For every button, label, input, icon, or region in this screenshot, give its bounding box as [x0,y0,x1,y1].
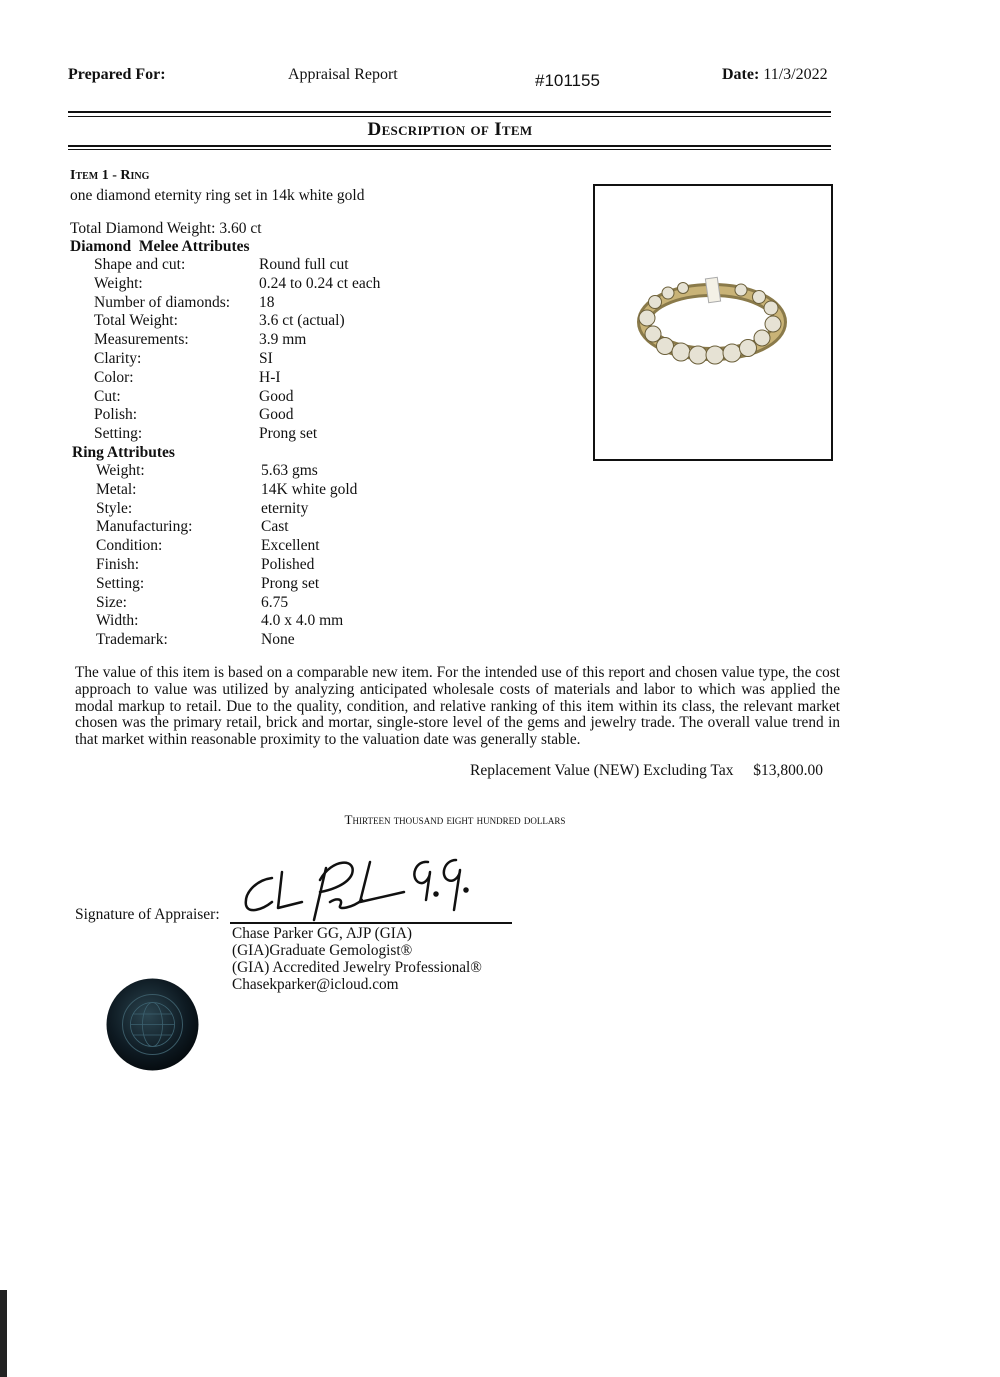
diamond-value: 0.24 to 0.24 ct each [259,274,381,292]
diamond-value: Good [259,406,294,424]
ring-value: Prong set [261,574,320,592]
ring-label: Manufacturing: [96,518,193,536]
diamond-value: Good [259,387,294,405]
value-in-words: Thirteen thousand eight hundred dollars [344,812,566,827]
valuation-paragraph: The value of this item is based on a comparable new item. For the intended use of this report and chosen value type, the cost approach to value was utilized by analyzing anticipated wholesale costs of materials and labor to which was applied the modal markup to retail. Due to the quality, condition, and relative ranking of this item within its class, the relevant market chosen was the primary retail, brick and mortar, single-store level of the gems and jewelry trade. The overall value trend in that market within reasonable proximity to the valuation date was generally stable. [75,664,840,749]
appraiser-email: Chasekparker@icloud.com [232,976,399,993]
diamond-label: Color: [94,368,134,386]
signature-line [230,922,512,924]
appraiser-credentials [232,925,482,993]
ring-labels [96,462,192,650]
ring-label: Metal: [96,480,137,498]
ring-label: Size: [96,593,127,611]
prepared-for-label: Prepared For: [68,66,166,83]
item-title: Item 1 - Ring [70,168,150,183]
scan-edge-mark [0,1290,7,1377]
total-diamond-weight: Total Diamond Weight: 3.60 ct [70,220,262,237]
diamond-value: Prong set [259,425,318,443]
ring-label: Weight: [96,462,145,479]
signature-image [232,850,492,925]
diamond-value: 18 [259,293,275,311]
title-rule-top [68,145,831,147]
diamond-label: Weight: [94,274,143,292]
appraiser-name: Chase Parker GG, AJP (GIA) [232,925,412,942]
ring-label: Condition: [96,537,163,555]
diamond-label: Number of diamonds: [94,293,231,311]
diamond-label: Cut: [94,387,121,405]
diamond-values [259,256,380,444]
report-number: #101155 [535,71,600,90]
ring-label: Trademark: [96,631,168,649]
diamond-labels [94,256,230,444]
replacement-label: Replacement Value (NEW) Excluding Tax [470,762,734,779]
date-label: Date: [722,66,760,83]
ring-image [595,186,831,459]
replacement-amount: $13,800.00 [753,762,823,779]
date-value: 11/3/2022 [763,66,828,83]
diamond-label: Total Weight: [94,312,178,330]
ring-value: 14K white gold [261,480,358,498]
diamond-attributes-heading: Diamond Melee Attributes [70,238,250,255]
diamond-label: Setting: [94,425,143,443]
ring-values [261,462,357,650]
ring-value: Polished [261,555,315,573]
report-type: Appraisal Report [288,66,398,83]
ring-label: Setting: [96,574,145,592]
replacement-value [470,762,823,780]
ring-value: None [261,631,295,649]
diamond-value: SI [259,349,273,367]
diamond-value: 3.6 ct (actual) [259,312,345,330]
ring-value: eternity [261,499,309,517]
item-description: one diamond eternity ring set in 14k white gold [70,187,365,204]
diamond-label: Clarity: [94,349,142,367]
ring-value: Cast [261,518,289,536]
ring-label: Style: [96,499,133,517]
diamond-label: Measurements: [94,331,189,349]
signature-label: Signature of Appraiser: [75,906,220,923]
ring-label: Width: [96,612,139,630]
gia-seal-icon [105,977,200,1072]
ring-attributes-heading: Ring Attributes [72,444,175,461]
diamond-value: 3.9 mm [259,331,307,349]
section-title: Description of Item [367,119,533,140]
ring-value: 6.75 [261,593,289,611]
title-rule-bottom [68,149,831,150]
header-rule-bottom [68,116,831,117]
ring-value: 5.63 gms [261,462,318,479]
ring-label: Finish: [96,555,140,573]
diamond-label: Shape and cut: [94,256,186,273]
diamond-label: Polish: [94,406,138,424]
item-photo [593,184,833,461]
diamond-value: H-I [259,368,281,386]
credential-gg: (GIA)Graduate Gemologist® [232,942,413,959]
report-date [722,66,828,84]
diamond-value: Round full cut [259,256,349,273]
header-rule-top [68,111,831,113]
ring-value: 4.0 x 4.0 mm [261,612,344,630]
credential-ajp: (GIA) Accredited Jewelry Professional® [232,959,482,976]
ring-value: Excellent [261,537,320,555]
